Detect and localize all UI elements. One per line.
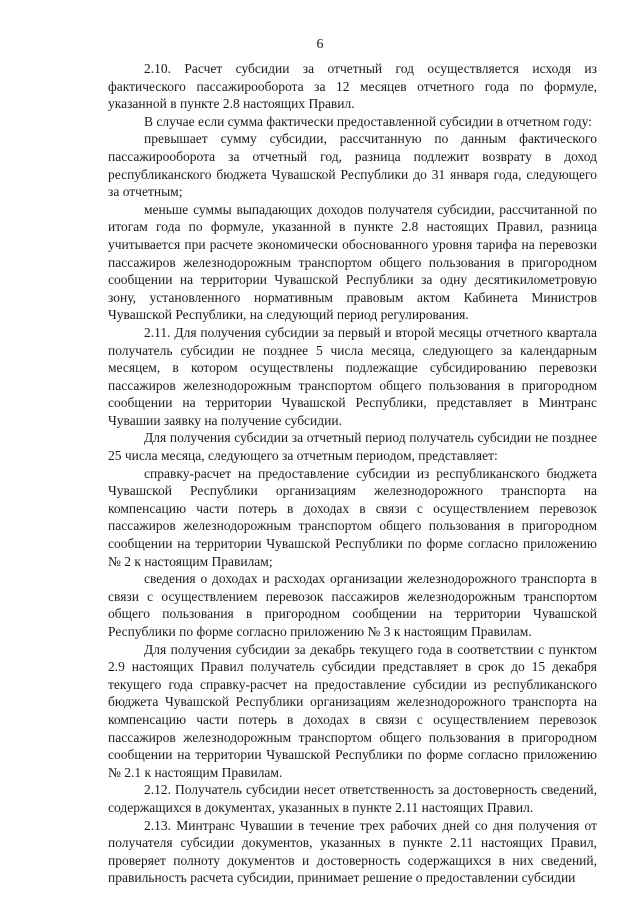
paragraph-2-13: 2.13. Минтранс Чувашии в течение трех рабочих дней со дня получения от получателя субсидии документов, указанных в пункте 2.11 настоящих Правил, проверяет полноту документов и достоверность содержащихся в них сведений, правильность расчета субсидии, принимает решение о предоставлении субсидии [108, 817, 597, 886]
document-body [108, 60, 597, 887]
paragraph-reporting-period: Для получения субсидии за отчетный период получатель субсидии не позднее 25 числа месяца, следующего за отчетным периодом, представляет: [108, 430, 597, 464]
paragraph-december: Для получения субсидии за декабрь текущего года в соответствии с пунктом 2.9 настоящих Правил получатель субсидии представляет в срок до 15 декабря текущего года справку-расчет на предоставление субсидии из республиканского бюджета Чувашской Республики организациям железнодорожного транспорта на компенсацию части потерь в доходах в связи с осуществлением перевозок пассажиров железнодорожным транспортом общего пользования в пригородном сообщении на территории Чувашской Республики по форме согласно приложению № 2.1 к настоящим Правилам. [108, 641, 597, 780]
paragraph-2-11: 2.11. Для получения субсидии за первый и второй месяцы отчетного квартала получатель субсидии не позднее 5 числа месяца, следующего за календарным месяцем, в котором осуществлены подлежащие субсидированию перевозки пассажиров железнодорожным транспортом общего пользования в пригородном сообщении на территории Чувашской Республики, представляет в Минтранс Чувашии заявку на получение субсидии. [108, 324, 597, 428]
page-number: 6 [316, 37, 324, 52]
paragraph-calculation-certificate: справку-расчет на предоставление субсидии из республиканского бюджета Чувашской Республики организациям железнодорожного транспорта на компенсацию части потерь в доходах в связи с осуществлением перевозок пассажиров железнодорожным транспортом общего пользования в пригородном сообщении на территории Чувашской Республики по форме согласно приложению № 2 к настоящим Правилам; [108, 465, 597, 569]
paragraph-exceeds: превышает сумму субсидии, рассчитанную по данным фактического пассажирооборота за отчетный год, разница подлежит возврату в доход республиканского бюджета Чувашской Республики до 31 января года, следующего за отчетным; [108, 131, 597, 200]
paragraph-2-12: 2.12. Получатель субсидии несет ответственность за достоверность сведений, содержащихся в документах, указанных в пункте 2.11 настоящих Правил. [108, 782, 597, 815]
paragraph-2-10: 2.10. Расчет субсидии за отчетный год осуществляется исходя из фактического пассажирооборота за 12 месяцев отчетного года по формуле, указанной в пункте 2.8 настоящих Правил. [108, 61, 597, 112]
paragraph-less-than: меньше суммы выпадающих доходов получателя субсидии, рассчитанной по итогам года по формуле, указанной в пункте 2.8 настоящих Правил, разница учитывается при расчете экономически обоснованного уровня тарифа на перевозки пассажиров железнодорожным транспортом общего пользования в пригородном сообщении на территории Чувашской Республики за одну десятикилометровую зону, установленного нормативным правовым актом Кабинета Министров Чувашской Республики, на следующий период регулирования. [108, 201, 597, 323]
paragraph-income-expenses: сведения о доходах и расходах организации железнодорожного транспорта в связи с осуществлением перевозок пассажиров железнодорожным транспортом общего пользования в пригородном сообщении на территории Чувашской Республики по форме согласно приложению № 3 к настоящим Правилам. [108, 571, 597, 639]
paragraph-case-intro: В случае если сумма фактически предоставленной субсидии в отчетном году: [144, 113, 592, 129]
